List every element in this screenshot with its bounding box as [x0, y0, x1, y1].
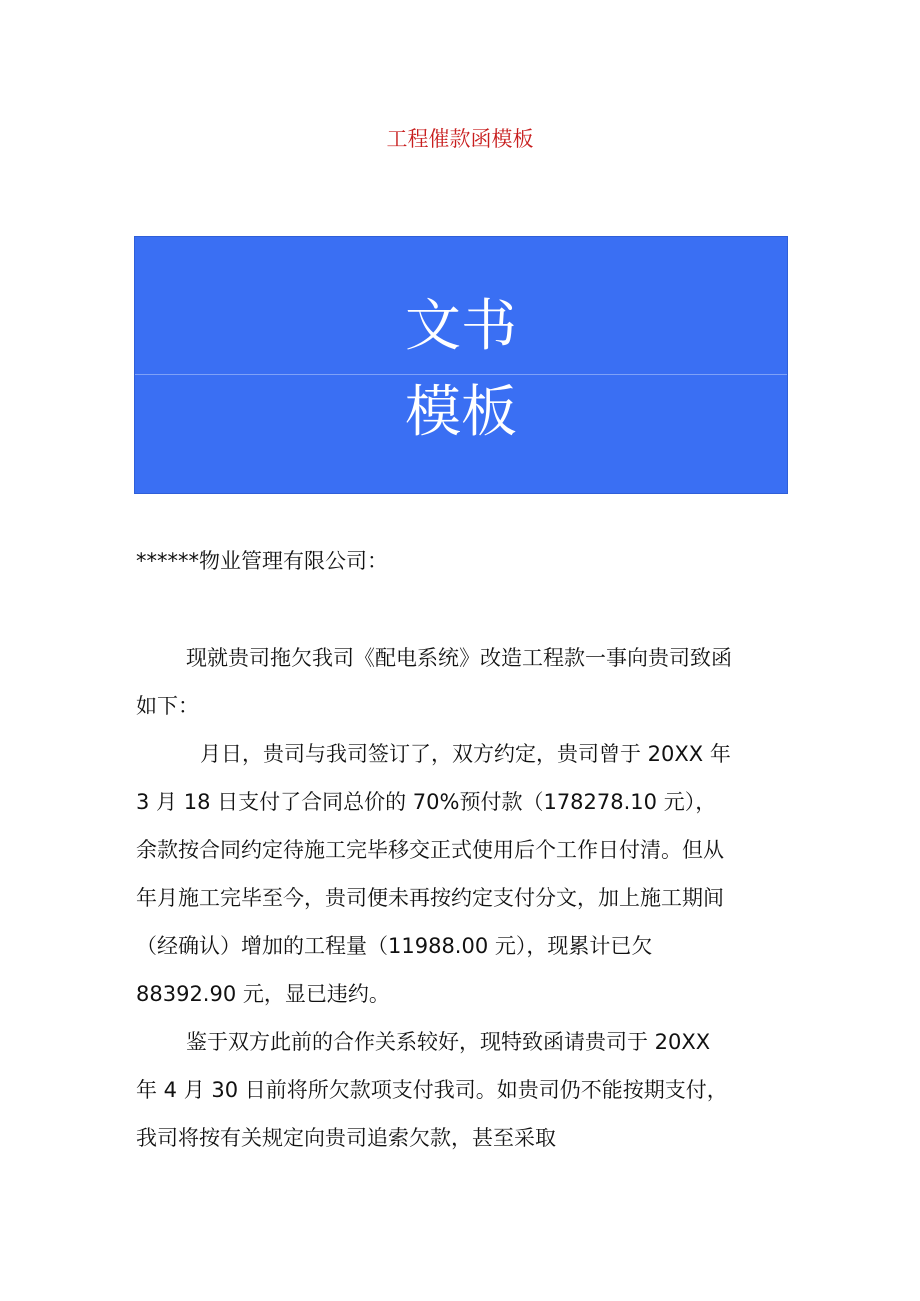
salutation: ******物业管理有限公司：: [136, 549, 388, 573]
paragraph-line: （经确认）增加的工程量（11988.00 元），现累计已欠: [136, 934, 653, 958]
paragraph-line: 鉴于双方此前的合作关系较好，现特致函请贵司于 20XX: [186, 1030, 711, 1054]
cover-line-1: 文书: [405, 294, 517, 359]
document-title: 工程催款函模板: [386, 127, 534, 151]
cover-banner: [134, 236, 788, 494]
paragraph-line: 3 月 18 日支付了合同总价的 70%预付款（178278.10 元），: [136, 790, 717, 814]
paragraph-3: [136, 1018, 788, 1162]
paragraph-line: 如下：: [136, 694, 199, 718]
paragraph-line: 月日，贵司与我司签订了，双方约定，贵司曾于 20XX 年: [200, 742, 731, 766]
paragraph-1: [136, 634, 788, 730]
paragraph-line: 现就贵司拖欠我司《配电系统》改造工程款一事向贵司致函: [186, 646, 732, 670]
paragraph-line: 年月施工完毕至今，贵司便未再按约定支付分文，加上施工期间: [136, 886, 724, 910]
paragraph-line: 年 4 月 30 日前将所欠款项支付我司。如贵司仍不能按期支付，: [136, 1078, 728, 1102]
paragraph-line: 余款按合同约定待施工完毕移交正式使用后个工作日付清。但从: [136, 838, 724, 862]
paragraph-line: 我司将按有关规定向贵司追索欠款，甚至采取: [136, 1126, 556, 1150]
paragraph-2: [136, 730, 788, 1018]
paragraph-line: 88392.90 元，显已违约。: [136, 982, 390, 1006]
cover-line-2: 模板: [405, 380, 517, 445]
